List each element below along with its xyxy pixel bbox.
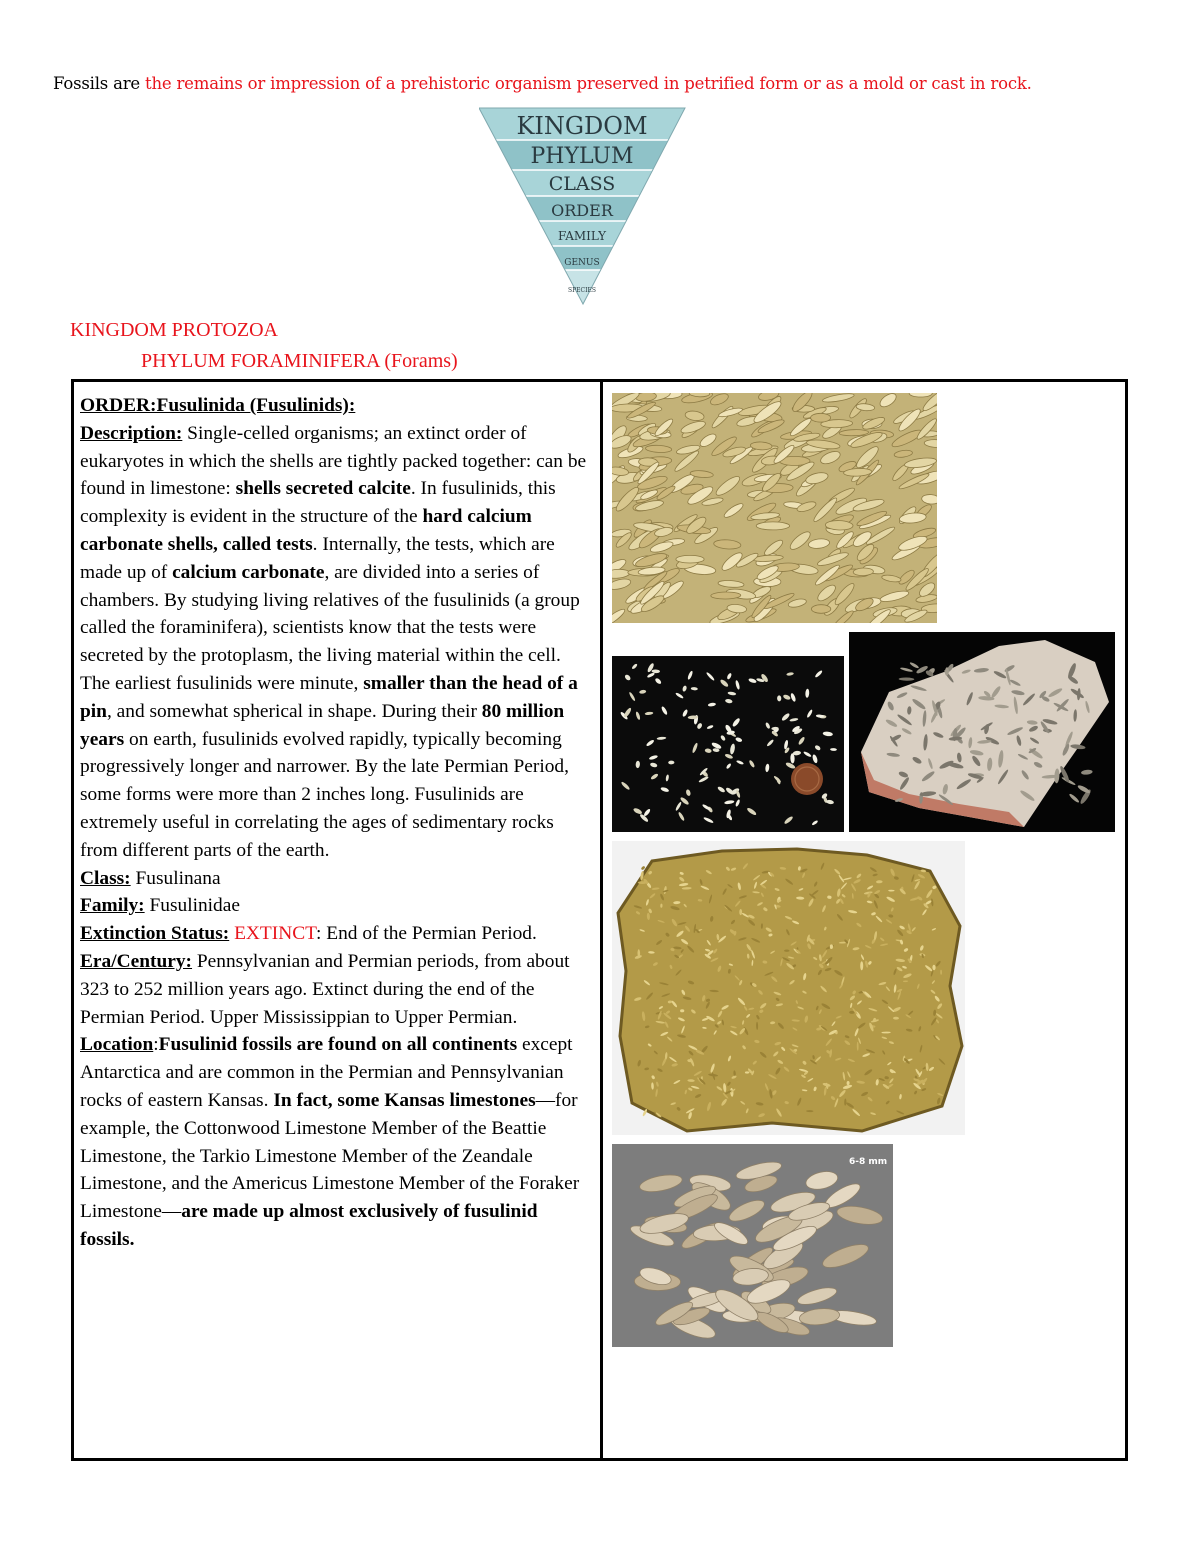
description-bold: shells secreted calcite: [235, 478, 411, 500]
description-text: on earth, fusulinids evolved rapidly, typically becoming progressively longer and narrower. By the late Permian Period, some forms were more than 2 inches long. Fusulinids are extremely useful in correlating the ages of sedimentary rocks from different parts of the earth.: [80, 728, 569, 861]
photo-fusulinids-gray-background: [612, 1144, 893, 1347]
taxo-level-order: ORDER: [551, 201, 613, 220]
description-text: , are divided into a series of chambers. By studying living relatives of the fusulinids (a group called the foraminifera), scientists know that the tests were secreted by the protoplasm, the living material within the cell. The earliest fusulinids were minute,: [80, 561, 580, 694]
extinction-detail: : End of the Permian Period.: [316, 923, 537, 945]
description-label: Description:: [80, 422, 183, 444]
penny-coin: [791, 763, 823, 795]
fossil-definition: the remains or impression of a prehistoric organism preserved in petrified form or as a mold or cast in rock.: [145, 74, 1032, 93]
location-bold: In fact, some Kansas limestones: [273, 1089, 536, 1111]
family-line: [80, 892, 595, 920]
family-label: Family:: [80, 895, 145, 917]
photo-golden-fusulinid-rock: [612, 841, 965, 1135]
order-paragraph: [80, 392, 595, 865]
phylum-heading: PHYLUM FORAMINIFERA (Forams): [141, 350, 458, 372]
taxo-level-phylum: PHYLUM: [530, 144, 634, 169]
description-bold: calcium carbonate: [172, 561, 325, 583]
description-text: Single-celled organisms; an extinct order of eukaryotes in which the shells are tightly packed together: can be found in limestone:: [80, 422, 587, 500]
era-value: Pennsylvanian and Permian periods, from about 323 to 252 million years ago. Extinct during the end of the Permian Period. Upper Mississippian to Upper Permian.: [80, 950, 570, 1028]
taxo-level-species: SPECIES: [568, 287, 596, 294]
location-bold: are made up almost exclusively of fusulinid fossils.: [80, 1201, 538, 1250]
intro-sentence: [53, 74, 1173, 93]
photo-loose-fusulinids-with-penny: [612, 656, 844, 832]
extinction-status: EXTINCT: [229, 923, 317, 945]
extinction-line: [80, 920, 595, 948]
era-line: [80, 948, 595, 1031]
description-bold: 80 million years: [80, 700, 565, 750]
description-bold: hard calcium carbonate shells, called tests: [80, 506, 532, 555]
taxo-level-family: FAMILY: [557, 229, 607, 243]
taxo-level-class: CLASS: [548, 173, 616, 195]
intro-lead: Fossils are: [53, 74, 146, 93]
description-text: . Internally, the tests, which are made up of: [80, 533, 555, 583]
order-description-cell: [80, 392, 595, 1254]
description-text: , and somewhat spherical in shape. During their: [106, 700, 482, 722]
location-text: :: [153, 1034, 159, 1056]
description-bold: smaller than the head of a pin: [80, 672, 578, 722]
location-text: —for example, the Cottonwood Limestone Member of the Beattie Limestone, the Tarkio Limestone Member of the Zeandale Limestone, and the Americus Limestone Member of the Foraker Limestone—: [80, 1089, 580, 1223]
photo-limestone-slab: [849, 632, 1115, 832]
description-text: . In fusulinids, this complexity is evident in the structure of the: [80, 478, 556, 528]
table-column-divider: [600, 379, 603, 1461]
taxonomy-triangle: [479, 106, 687, 306]
photo-packed-fusulinid-limestone: [612, 393, 937, 623]
location-line: [80, 1031, 595, 1253]
location-label: Location: [80, 1034, 154, 1056]
location-text: except Antarctica and are common in the Permian and Pennsylvanian rocks of eastern Kansas.: [80, 1034, 573, 1111]
era-label: Era/Century:: [80, 950, 193, 972]
class-value: Fusulinana: [130, 867, 221, 889]
kingdom-heading: KINGDOM PROTOZOA: [70, 319, 278, 341]
scale-label: 6-8 mm: [849, 1157, 888, 1167]
order-label: ORDER:Fusulinida (Fusulinids):: [80, 395, 356, 416]
taxo-level-genus: GENUS: [564, 258, 600, 268]
family-value: Fusulinidae: [144, 895, 240, 917]
location-bold: Fusulinid fossils are found on all continents: [158, 1034, 518, 1056]
extinction-label: Extinction Status:: [80, 923, 230, 945]
taxo-level-kingdom: KINGDOM: [516, 112, 648, 140]
class-line: [80, 865, 595, 893]
class-label: Class:: [80, 867, 131, 889]
